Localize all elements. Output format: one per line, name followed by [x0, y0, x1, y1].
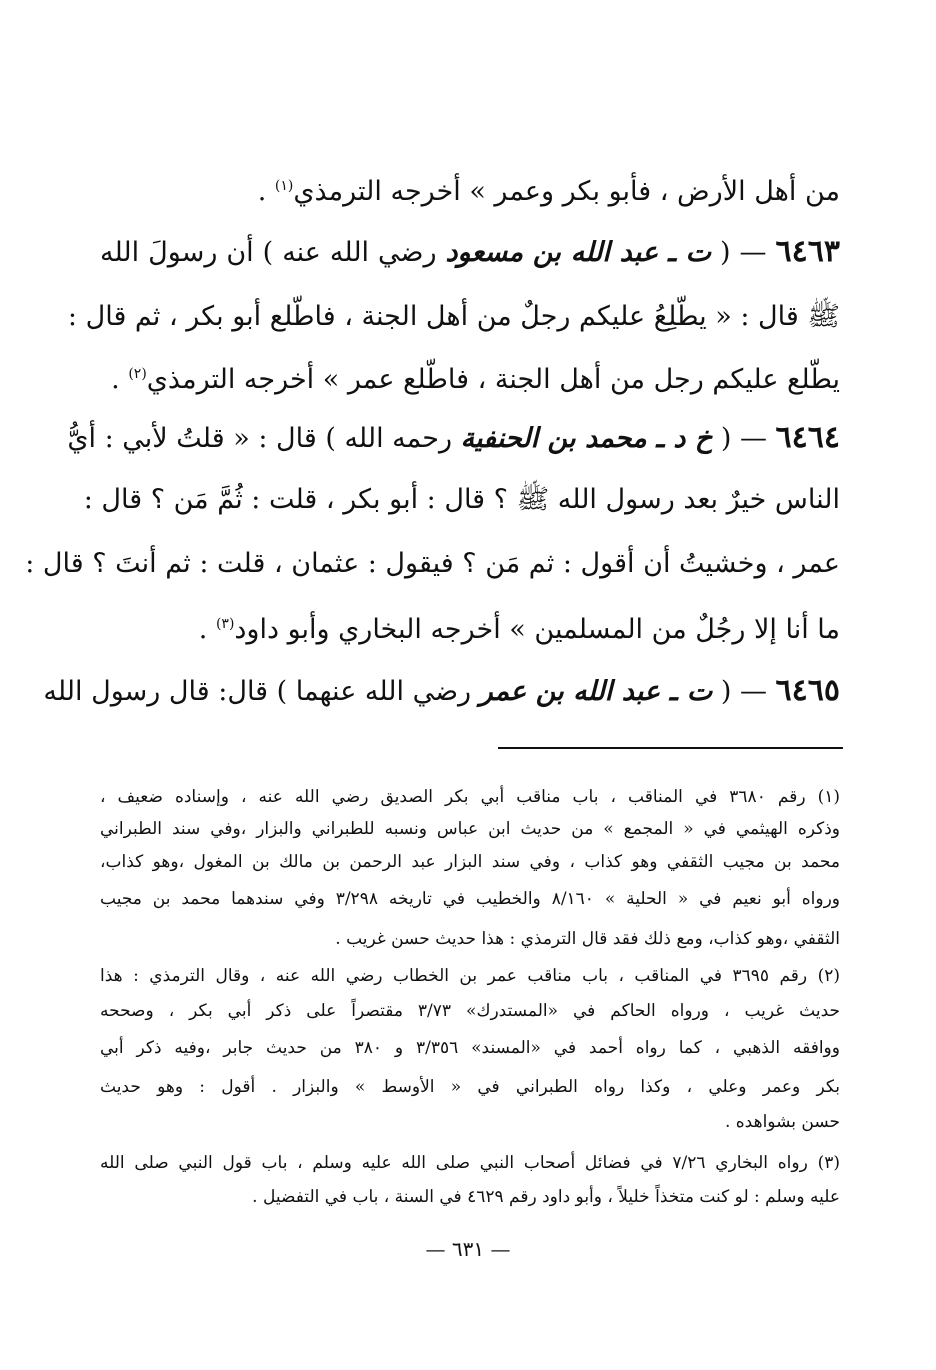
footnote-divider [498, 747, 843, 749]
hadith-number: ٦٤٦٥ [775, 673, 840, 708]
hadith-6464-heading [67, 418, 840, 459]
footnote-text: الثقفي ،وهو كذاب، ومع ذلك فقد قال الترمذي : هذا حديث حسن غريب . [335, 929, 840, 949]
footnote-ref: (٢) [128, 366, 147, 382]
main-text-line [100, 604, 840, 650]
footnote-1-line [100, 848, 840, 876]
footnote-text: ووافقه الذهبي ، كما رواه أحمد في «المسند» ٣/٣٥٦ و ٣٨٠ من حديث جابر ،وفيه ذكر أبي [100, 1038, 840, 1058]
footnote-text: (٣) رواه البخاري ٧/٢٦ في فضائل أصحاب النبي صلى الله عليه وسلم ، باب قول النبي صلى الله [100, 1153, 840, 1173]
main-text: . [257, 176, 275, 207]
page-number: — ٦٣١ — [425, 1237, 511, 1261]
main-text: رضي الله عنه ) أن رسولَ الله [100, 237, 446, 268]
footnote-1-line [100, 925, 840, 953]
footnote-1-line [100, 783, 840, 811]
main-text: رحمه الله ) قال : « قلتُ لأبي : أيُّ [67, 423, 461, 454]
footnote-text: (٢) رقم ٣٦٩٥ في المناقب ، باب مناقب عمر بن الخطاب رضي الله عنه ، وقال الترمذي : هذا [100, 966, 840, 986]
footnote-2-line [100, 1034, 840, 1062]
main-text: — ( [712, 423, 776, 454]
hadith-source: خ د ـ محمد بن الحنفية [460, 423, 713, 454]
footnote-text: (١) رقم ٣٦٨٠ في المناقب ، باب مناقب أبي بكر الصديق رضي الله عنه ، وإسناده ضعيف ، [100, 787, 840, 807]
footnote-text: بكر وعمر وعلي ، وكذا رواه الطبراني في « الأوسط » والبزار . أقول : وهو حديث [100, 1077, 840, 1097]
footnote-2-line [100, 1108, 840, 1136]
hadith-source: ت ـ عبد الله بن عمر [479, 676, 713, 707]
footnote-1-line [100, 885, 840, 913]
main-text: . [111, 364, 129, 395]
hadith-number: ٦٤٦٣ [775, 234, 840, 269]
hadith-6463-heading [100, 232, 840, 273]
footnote-text: وذكره الهيثمي في « المجمع » من حديث ابن عباس ونسبه للطبراني والبزار ،وفي سند الطبراني [100, 819, 840, 839]
main-text-line [100, 354, 840, 400]
footnote-1-line [100, 815, 840, 843]
main-text: — ( [711, 237, 776, 268]
footnote-3-line [100, 1149, 840, 1177]
main-text: ما أنا إلا رجُلٌ من المسلمين » أخرجه البخاري وأبو داود [234, 614, 840, 645]
main-text: من أهل الأرض ، فأبو بكر وعمر » أخرجه الترمذي [293, 176, 840, 207]
main-text-line [100, 166, 840, 212]
hadith-6465-heading [43, 671, 840, 712]
main-text: . [198, 614, 216, 645]
main-text: الناس خيرٌ بعد رسول الله ﷺ ؟ قال : أبو بكر ، قلت : ثُمَّ مَن ؟ قال : [83, 484, 840, 515]
footnote-2-line [100, 962, 840, 990]
main-text: ﷺ قال : « يطّلِعُ عليكم رجلٌ من أهل الجنة ، فاطّلع أبو بكر ، ثم قال : [67, 301, 840, 332]
footnote-text: حديث غريب ، ورواه الحاكم في «المستدرك» ٣/٧٣ مقتصراً على ذكر أبي بكر ، وصححه [100, 1001, 841, 1021]
main-text: رضي الله عنهما ) قال: قال رسول الله [43, 676, 480, 707]
footnote-ref: (١) [274, 178, 294, 194]
main-text: — ( [712, 676, 776, 707]
footnote-2-line [100, 1073, 840, 1101]
footnote-2-line [100, 997, 840, 1025]
footnote-text: محمد بن مجيب الثقفي وهو كذاب ، وفي سند البزار عبد الرحمن بن مالك بن المغول ،وهو كذاب، [100, 852, 840, 872]
main-text: عمر ، وخشيتُ أن أقول : ثم مَن ؟ فيقول : عثمان ، قلت : ثم أنتَ ؟ قال : [25, 548, 840, 579]
footnote-text: حسن بشواهده . [724, 1112, 840, 1132]
footnote-text: عليه وسلم : لو كنت متخذاً خليلاً ، وأبو داود رقم ٤٦٢٩ في السنة ، باب في التفضيل . [252, 1187, 840, 1207]
main-text: يطّلع عليكم رجل من أهل الجنة ، فاطّلع عمر » أخرجه الترمذي [146, 364, 840, 395]
main-text-line [67, 297, 840, 337]
footnote-text: ورواه أبو نعيم في « الحلية » ٨/١٦٠ والخطيب في تاريخه ٣/٢٩٨ وفي سندهما محمد بن مجيب [100, 889, 840, 909]
footnote-ref: (٣) [215, 616, 235, 632]
hadith-number: ٦٤٦٤ [775, 420, 840, 455]
hadith-source: ت ـ عبد الله بن مسعود [445, 237, 712, 268]
main-text-line [83, 480, 840, 520]
footnote-3-line [100, 1183, 840, 1211]
main-text-line [25, 544, 840, 584]
